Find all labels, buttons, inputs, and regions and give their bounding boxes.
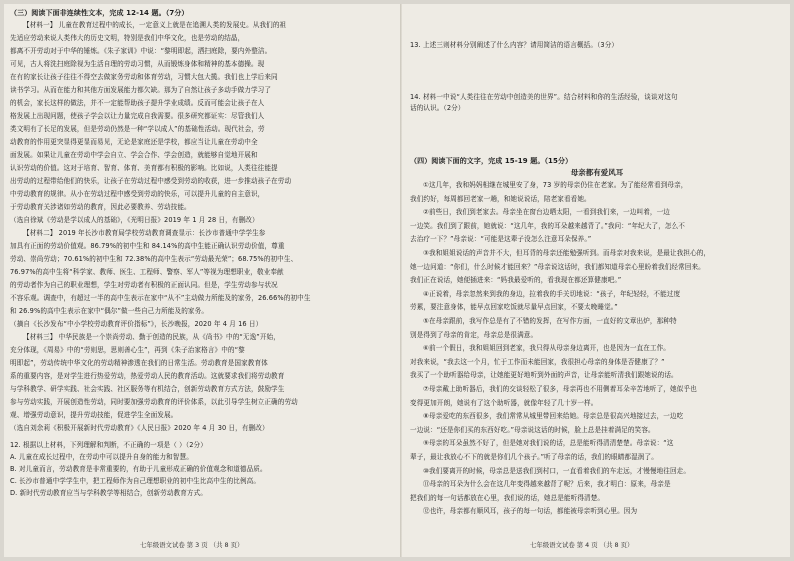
question-14-line-1: 14. 材料一中说“人类往往在劳动中创造美的世界”。结合材料和你的生活经验，谈谈对这句 (410, 93, 678, 101)
material-line: 系的重要内容，是对学生进行热爱劳动，热爱劳动人民的教育活动。这就要求我们将劳动教育 (10, 372, 285, 380)
material-line: 的机会，家长这样的做法，并不一定能帮助孩子提升学业成绩。反而可能会让孩子在人 (10, 99, 265, 107)
article-line: ⑥前一个假日，我和姐姐回到老家，我只得从母亲身边离开，也是因为一直在工作。 (423, 344, 670, 353)
material-line: 【材料三】 中华民族是一个崇尚劳动、勤于创造的民族，从《尚书》中的“无逸”开始， (23, 333, 280, 341)
article-line: ④正说着，母亲忽然来到我的身边，拉着我的手关切地说：“孩子，年纪轻轻，不能过度 (423, 289, 681, 298)
question-12-option: A. 儿童在成长过程中，在劳动中可以提升自身的能力和智慧。 (10, 453, 193, 461)
article-line: ①这几年，我和妈妈相继在城里安了身，73 岁的母亲仍住在老家。为了能经常看到母亲， (423, 181, 688, 189)
article-line: 一边说：“还是你们买的东西好吃。”母亲说这话的时候，脸上总是挂着满足的笑容。 (410, 425, 655, 434)
article-title: 母亲都有爱风耳 (570, 168, 624, 177)
article-line: ③我和姐姐说话的声音并不大，但耳背的母亲还能勉强听到。而母亲对我来说，是最让我担心的， (423, 249, 711, 257)
question-13: 13. 上述三则材料分别阐述了什么内容？请用简洁的语言概括。（3分） (410, 41, 619, 49)
section-3-header: （三）阅读下面非连续性文本，完成 12-14 题。（7分） (10, 9, 189, 17)
article-line: 劳累，要注意身体，能早点回家吃饭就尽量早点回家，不要太晚睡觉。” (410, 303, 618, 312)
material-line: 和 26.9%的高中生表示在家中“偶尔”做一些自己力所能及的家务。 (10, 307, 209, 315)
material-line: 充分体现，《周易》中的“劳则思，思则善心生”，再到《朱子治家格言》中的“黎 (10, 346, 245, 354)
page-footer-right: 七年级语文试卷 第 4 页 （共 8 页） (530, 541, 634, 549)
material-line: 加具有正面的劳动价值观。86.79%的初中生和 84.14%的高中生能正确认识劳动价值，尊重 (10, 242, 285, 250)
question-12-option: B. 对儿童而言，劳动教育是非常重要的，有助于儿童形成正确的价值观念和道德品质。 (10, 465, 267, 473)
question-12-option: C. 长沙市普通中学学生中，把工程师作为自己理想职业的初中生比高中生的比例高。 (10, 477, 261, 485)
article-line: ⑨母亲的耳朵虽然不好了，但是她对我们说的话，总是能听得清清楚楚。母亲说：“这 (423, 439, 674, 448)
article-line: 我们正在说话，她便插进来：“妈我最爱听的，看我现在都还算健康吧。” (410, 276, 622, 285)
article-line: 我买了一个助听器给母亲，让她能更好地听到外面的声音，让母亲能听清我们跟她说的话。 (410, 371, 678, 380)
article-line: ⑧母亲爱吃的东西很多，我们常常从城里带回来给她。母亲总是很高兴地接过去，一边吃 (423, 412, 684, 421)
material-line: 与学科教学、研学实践、社会实践、社区服务等有机结合，创新劳动教育方式方法，鼓励学生 (10, 385, 285, 393)
material-line: 观、增强劳动意识，提升劳动技能，促进学生全面发展。 (10, 411, 178, 419)
material-line: （选自刘余莉《积极开展新时代劳动教育》《人民日报》2020 年 4 月 30 日，有删改） (10, 424, 269, 432)
page-footer-left: 七年级语文试卷 第 3 页 （共 8 页） (140, 541, 244, 549)
material-line: 都离不开劳动对于中华的锤炼。《朱子家训》中说：“黎明即起，洒扫庭除，要内外整洁。 (10, 47, 272, 55)
material-line: 于劳动教育关涉诸如劳动的教育，因此必要教养、劳动技能。 (10, 203, 191, 211)
article-line: 别是得到了母亲的肯定，母亲总是很满意。 (410, 330, 538, 339)
material-line: 的劳动者作为自己的职业理想，学生对劳动者有积极的正面认同。但是，学生劳动参与状况 (10, 281, 278, 289)
material-line: 可见，古人将洗扫庭除视为生活自理的劳动习惯，从而锻炼身体和精神的基本德操。现 (10, 60, 265, 68)
material-line: 【材料一】 儿童在教育过程中的成长，一定意义上就是在追溯人类的发展史。从我们的祖 (23, 21, 287, 29)
exam-sheet (4, 4, 790, 557)
material-line: 【材料二】 2019 年长沙市教育局学校劳动教育调查显示：长沙市普通中学学生参 (23, 229, 266, 237)
article-line: ⑤在母亲跟前，我写作总是有了不错的发挥，在写作方面，一直好的文章出炉，那种特 (423, 317, 677, 325)
material-line: 先适应劳动来说人类伟大的历史文明，特别是我们中华文化，也是劳动的结晶， (10, 34, 245, 42)
right-page (410, 4, 784, 557)
article-line: 辈子，最让我放心不下的就是你们几个孩子。”听了母亲的话，我们的眼睛都湿润了。 (410, 453, 658, 461)
material-line: 76.97%的高中生将“科学家、教师、医生、工程师、警察、军人”等视为理想职业，敬业奉献 (10, 268, 284, 276)
article-line: ②前些日，我们到老家去。母亲坐在窗台边晒太阳，一看到我们来，一边叫着，一边 (423, 208, 670, 217)
material-line: 认识劳动的价值。这对于培育、智育、体育、美育都有积极的影响。比如说，人类往往能提 (10, 164, 278, 172)
material-line: （选自徐斌《劳动是学以成人的基础》，《光明日报》2019 年 1 月 28 日，有删改） (10, 216, 259, 224)
article-line: 对我来说，“我去这一个月，忙于工作而未能回家，我很担心母亲的身体是否健康了？” (410, 357, 665, 366)
question-12: 12. 根据以上材料，下列理解和判断，不正确的一项是（ ）（2分） (10, 441, 207, 449)
question-12-option: D. 新时代劳动教育应当与学科教学等相结合，创新劳动教育方式。 (10, 489, 207, 497)
material-line: 出劳动的过程带给他们的快乐，让孩子在劳动过程中感受到劳动的收获，进一步推动孩子在劳动 (10, 177, 292, 185)
material-line: 劳动、崇尚劳动；70.61%的初中生和 72.38%的高中生表示“劳动最光荣”；68.75%的初中生、 (10, 255, 298, 263)
material-line: 参与劳动实践，开展创造性劳动，同时要加强劳动教育的评价体系，以此引导学生树立正确的劳动 (10, 398, 298, 406)
article-line: 她一边问道：“你们，什么时候才能回来？”母亲说这话时，我们都知道母亲心里盼着我们经常回来。 (410, 262, 705, 271)
page-fold (400, 4, 402, 557)
article-line: ⑫也许，母亲都有顺风耳，孩子的每一句话，都能被母亲听到心里。因为 (423, 507, 638, 516)
article-line: 我们约好，每周都回老家一趟，和她说说话，陪老家看看她。 (410, 194, 591, 203)
material-line: 明即起”，劳动传统中华文化的劳动精神渗透在我们的日常生活。劳动教育是国家教育体 (10, 359, 268, 367)
material-line: 读书学习。从而在能力和其他方面发展能力都欠缺。那为了自然让孩子多动手做力学习了 (10, 86, 272, 94)
material-line: 不容乐观。调查中，有超过一半的高中生表示在家中“从不”主动做力所能及的家务，26.66%的初中生 (10, 294, 311, 302)
article-line: 变得更加开朗，她说有了这个助听器，就像年轻了几十岁一样。 (410, 398, 598, 407)
question-14-line-2: 话的认识。（2分） (410, 104, 465, 112)
material-line: 格发展上出现问题，使孩子学会以让力量完成自我需要。很多研究都证实：尽管我们人 (10, 112, 265, 120)
article-line: ⑩我们要离开的时候，母亲总是送我们到村口，一直看着我们的车走远，才慢慢地往回走。 (423, 466, 691, 475)
article-line: ⑦母亲戴上助听器后，我们的交谈轻松了很多，母亲再也不用侧着耳朵辛苦地听了，她似乎也 (423, 385, 697, 393)
section-4-header: （四）阅读下面的文字，完成 15-19 题。（15分） (410, 157, 573, 165)
material-line: 在有的家长让孩子往往不得空去做家务劳动和体育劳动，习惯大包大揽。我们也上学后来同 (10, 73, 278, 81)
left-page (10, 4, 394, 557)
article-line: 把我们的每一句话都放在心里，我们说的话，她总是能听得清楚。 (410, 493, 605, 502)
material-line: 类文明有了长足的发展，但是劳动仍然是一种“学以成人”的基础性活动。现代社会，劳 (10, 125, 265, 133)
article-line: 一边笑。我们到了跟前，她就说：“这几年，我的耳朵越来越背了。”我问：“年纪大了，怎么不 (410, 221, 685, 230)
material-line: 动教育的作用更突显得更显而易见，无论是家庭还是学校，都应当让儿童在劳动中全 (10, 138, 258, 146)
article-line: ⑪母亲的耳朵为什么会在这几年变得越来越背了呢？后来，我才明白：原来，母亲是 (423, 480, 671, 489)
material-line: 中劳动教育的规律。从小在劳动过程中感受到劳动的快乐，可以提升儿童的自主意识， (10, 190, 265, 198)
material-line: （摘自《长沙发布“中小学校劳动教育评价指标”》，长沙晚报，2020 年 4 月 16 日） (10, 320, 263, 328)
material-line: 面发展。如果让儿童在劳动中学会自立、学会合作、学会创造，就能够自觉地开展和 (10, 151, 258, 159)
article-line: 去治疗一下？”母亲说：“可能是这辈子没怎么注意耳朵保养。” (410, 235, 592, 244)
